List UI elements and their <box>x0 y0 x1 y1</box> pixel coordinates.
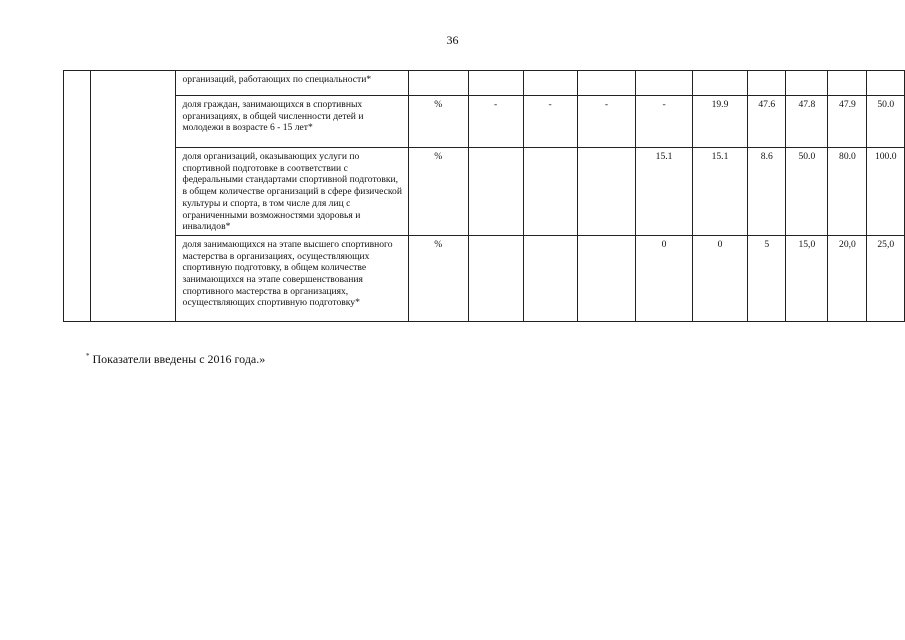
value-cell: 25,0 <box>867 235 905 321</box>
value-cell: 100.0 <box>867 148 905 236</box>
value-cell: 8.6 <box>748 148 786 236</box>
value-cell <box>523 148 577 236</box>
indicator-text: доля граждан, занимающихся в спортивных организациях, в общей численности детей и молодежи в возрасте 6 - 15 лет* <box>182 99 364 134</box>
value-cell <box>748 71 786 96</box>
table-row <box>64 71 905 96</box>
table-row <box>64 148 905 236</box>
table-row <box>64 96 905 148</box>
unit-cell: % <box>408 235 468 321</box>
value-cell: - <box>468 96 523 148</box>
value-cell: 19.9 <box>692 96 747 148</box>
value-cell <box>523 235 577 321</box>
indicator-cell <box>176 148 408 236</box>
unit-cell: % <box>408 148 468 236</box>
page-number: 36 <box>446 33 459 47</box>
indicator-text: доля занимающихся на этапе высшего спортивного мастерства в организациях, осуществляющих спортивную подготовку, в общем количестве занимающихся на этапе совершенствования спортивного мастерства в организациях, осуществляющих спортивную подготовку* <box>182 238 393 309</box>
indicator-cell <box>176 71 408 96</box>
value-cell <box>828 71 867 96</box>
indicator-cell <box>176 235 408 321</box>
value-cell <box>577 71 636 96</box>
value-cell: 47.6 <box>748 96 786 148</box>
value-cell: 50.0 <box>867 96 905 148</box>
value-cell: 50.0 <box>786 148 828 236</box>
value-cell <box>468 148 523 236</box>
value-cell: - <box>577 96 636 148</box>
value-cell <box>692 71 747 96</box>
indicator-text: доля организаций, оказывающих услуги по спортивной подготовке в соответствии с федеральными стандартами спортивной подготовки, в общем количестве организаций в сфере физической культуры и спорта, в том числе для лиц с ограниченными возможностями здоровья и инвалидов* <box>182 151 402 233</box>
table-row <box>64 235 905 321</box>
value-cell: 15.1 <box>692 148 747 236</box>
value-cell: 47.8 <box>786 96 828 148</box>
value-cell <box>523 71 577 96</box>
footnote <box>86 352 265 367</box>
blank-cell-a <box>64 71 91 322</box>
value-cell <box>468 235 523 321</box>
indicators-table <box>63 70 905 322</box>
footnote-text: Показатели введены с 2016 года.» <box>92 352 266 366</box>
value-cell: 15.1 <box>636 148 692 236</box>
value-cell <box>867 71 905 96</box>
unit-cell <box>408 71 468 96</box>
value-cell: 5 <box>748 235 786 321</box>
indicator-cell <box>176 96 408 148</box>
unit-cell: % <box>408 96 468 148</box>
value-cell: - <box>636 96 692 148</box>
value-cell <box>786 71 828 96</box>
indicator-text: организаций, работающих по специальности* <box>182 74 372 85</box>
value-cell: 20,0 <box>828 235 867 321</box>
value-cell: 0 <box>636 235 692 321</box>
value-cell <box>636 71 692 96</box>
value-cell <box>468 71 523 96</box>
footnote-marker: * <box>86 352 90 360</box>
value-cell: 15,0 <box>786 235 828 321</box>
value-cell: 80.0 <box>828 148 867 236</box>
value-cell: 0 <box>692 235 747 321</box>
blank-cell-b <box>90 71 176 322</box>
value-cell <box>577 148 636 236</box>
value-cell: 47.9 <box>828 96 867 148</box>
value-cell: - <box>523 96 577 148</box>
value-cell <box>577 235 636 321</box>
